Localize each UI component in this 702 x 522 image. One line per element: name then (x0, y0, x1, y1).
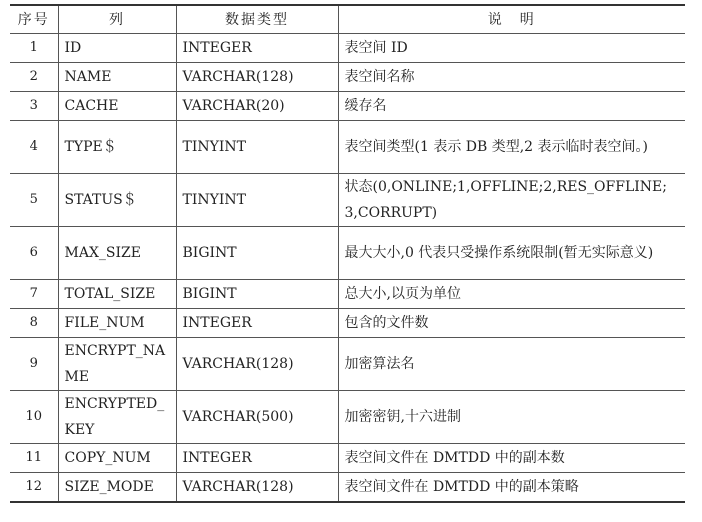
row-number: 3 (10, 92, 58, 121)
column-name: CACHE (58, 92, 176, 121)
row-number: 12 (10, 473, 58, 503)
table-header-row (10, 5, 685, 34)
row-number: 10 (10, 391, 58, 444)
column-name: STATUS＄ (58, 174, 176, 227)
data-type: BIGINT (176, 280, 338, 309)
column-name: ID (58, 34, 176, 63)
description: 表空间名称 (338, 63, 685, 92)
column-name: COPY_NUM (58, 444, 176, 473)
table-row (10, 280, 685, 309)
data-type: INTEGER (176, 309, 338, 338)
column-name: TYPE＄ (58, 121, 176, 174)
data-type: INTEGER (176, 444, 338, 473)
data-type: TINYINT (176, 121, 338, 174)
description: 表空间文件在 DMTDD 中的副本策略 (338, 473, 685, 503)
data-type: INTEGER (176, 34, 338, 63)
table-row (10, 121, 685, 174)
row-number: 11 (10, 444, 58, 473)
row-number: 8 (10, 309, 58, 338)
data-type: VARCHAR(128) (176, 473, 338, 503)
data-type: BIGINT (176, 227, 338, 280)
description: 加密密钥,十六进制 (338, 391, 685, 444)
table-row (10, 227, 685, 280)
data-type: VARCHAR(128) (176, 338, 338, 391)
header-seq: 序号 (10, 5, 58, 34)
column-name: ENCRYPTED_KEY (58, 391, 176, 444)
description: 表空间文件在 DMTDD 中的副本数 (338, 444, 685, 473)
description: 缓存名 (338, 92, 685, 121)
data-type: VARCHAR(20) (176, 92, 338, 121)
description: 表空间类型(1 表示 DB 类型,2 表示临时表空间。) (338, 121, 685, 174)
row-number: 9 (10, 338, 58, 391)
data-type: TINYINT (176, 174, 338, 227)
description: 表空间 ID (338, 34, 685, 63)
header-column: 列 (58, 5, 176, 34)
table-row (10, 473, 685, 503)
row-number: 6 (10, 227, 58, 280)
tablespace-columns-table (10, 4, 685, 503)
description: 状态(0,ONLINE;1,OFFLINE;2,RES_OFFLINE;3,CORRUPT) (338, 174, 685, 227)
header-type: 数据类型 (176, 5, 338, 34)
table-row (10, 174, 685, 227)
column-name: TOTAL_SIZE (58, 280, 176, 309)
description: 包含的文件数 (338, 309, 685, 338)
table-row (10, 92, 685, 121)
row-number: 5 (10, 174, 58, 227)
description: 加密算法名 (338, 338, 685, 391)
column-name: MAX_SIZE (58, 227, 176, 280)
row-number: 7 (10, 280, 58, 309)
document-page (10, 4, 685, 503)
row-number: 2 (10, 63, 58, 92)
column-name: SIZE_MODE (58, 473, 176, 503)
table-row (10, 338, 685, 391)
column-name: ENCRYPT_NAME (58, 338, 176, 391)
row-number: 1 (10, 34, 58, 63)
description: 最大大小,0 代表只受操作系统限制(暂无实际意义) (338, 227, 685, 280)
table-row (10, 444, 685, 473)
description: 总大小,以页为单位 (338, 280, 685, 309)
data-type: VARCHAR(128) (176, 63, 338, 92)
table-row (10, 391, 685, 444)
data-type: VARCHAR(500) (176, 391, 338, 444)
column-name: NAME (58, 63, 176, 92)
table-row (10, 34, 685, 63)
column-name: FILE_NUM (58, 309, 176, 338)
table-row (10, 309, 685, 338)
header-desc: 说 明 (338, 5, 685, 34)
row-number: 4 (10, 121, 58, 174)
table-row (10, 63, 685, 92)
